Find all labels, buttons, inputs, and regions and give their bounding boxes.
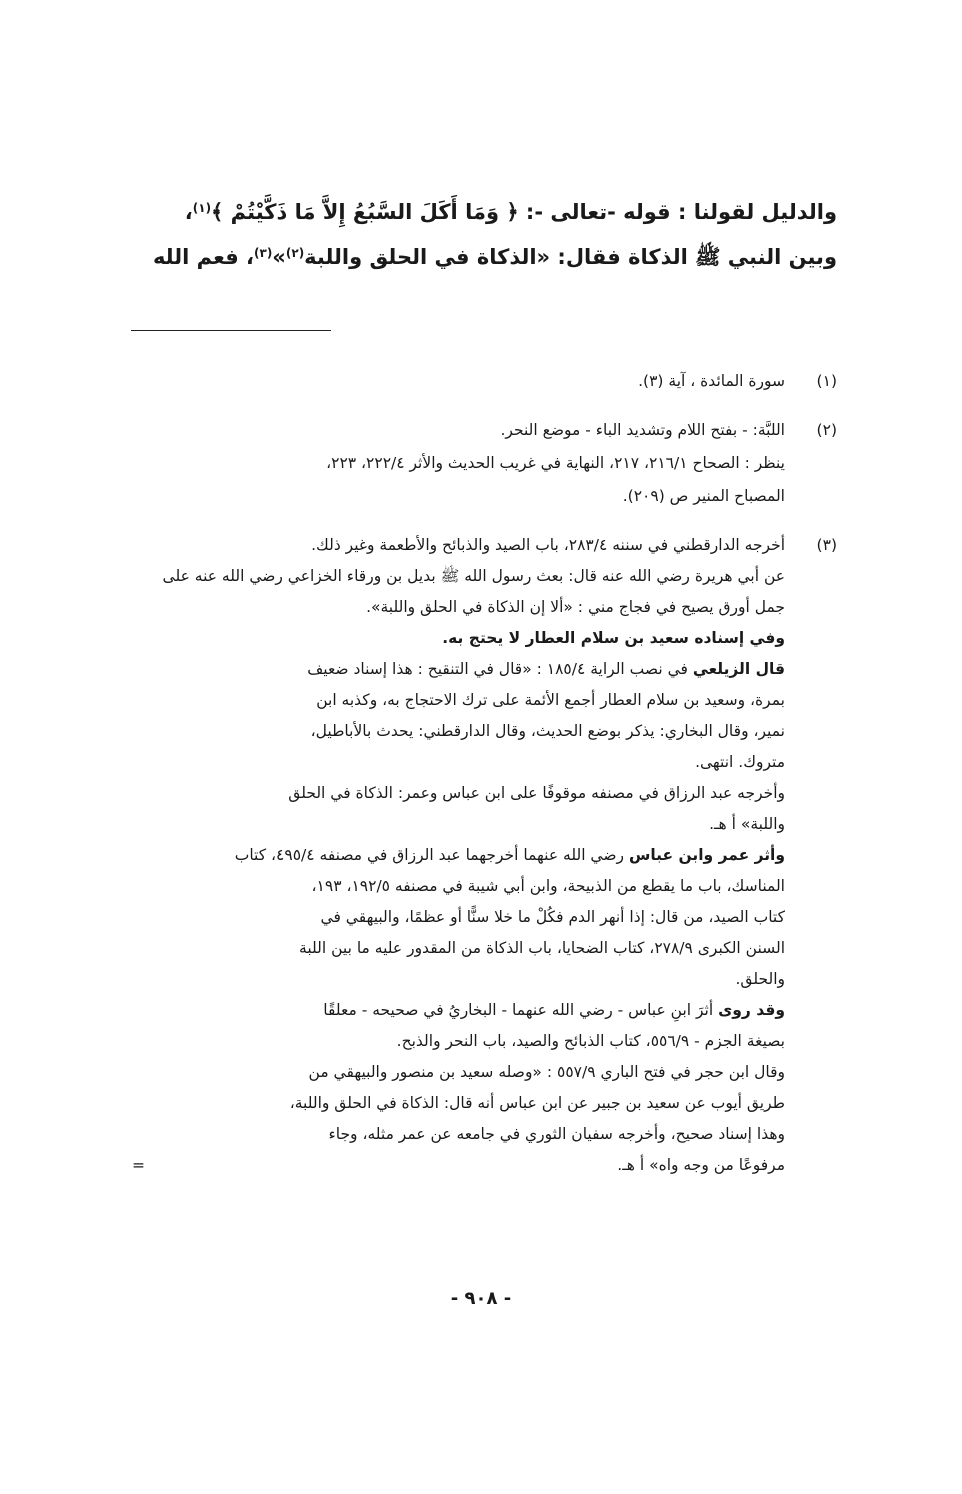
footnote-line: سورة المائدة ، آية (٣). (638, 372, 785, 390)
footnote-number: (٢) (816, 421, 837, 439)
footnote-line: عن أبي هريرة رضي الله عنه قال: بعث رسول الله ﷺ بديل بن ورقاء الخزاعي رضي الله عنه على (162, 567, 785, 585)
footnote-ref-1[interactable]: (١) (192, 201, 212, 215)
footnote-text: أثرَ ابنِ عباس - رضي الله عنهما - البخاريُ في صحيحه - معلقًا (323, 1001, 719, 1019)
footnote-number: (٣) (816, 536, 837, 554)
footnote-line: نمير، وقال البخاري: يذكر بوضع الحديث، وقال الدارقطني: يحدث بالأباطيل، (310, 722, 785, 740)
footnote-line: والحلق. (735, 970, 785, 988)
footnote-text: في نصب الراية ١٨٥/٤ : «قال في التنقيح : هذا إسناد ضعيف (307, 660, 693, 678)
footnote-line: اللبَّة: - بفتح اللام وتشديد الباء - موضع النحر. (500, 421, 785, 439)
footnote-number: (١) (816, 372, 837, 390)
main-line-2 (119, 235, 837, 280)
footnote-line: متروك. انتهى. (695, 753, 785, 771)
page-number: - ٩٠٨ - (450, 1288, 512, 1309)
footnote-text: سعيد بن سلام العطار لا يحتج به. (442, 629, 695, 647)
footnote-line: طريق أيوب عن سعيد بن جبير عن ابن عباس أنه قال: الذكاة في الحلق واللبة، (289, 1094, 785, 1112)
footnote-line: المصباح المنير ص (٢٠٩). (622, 487, 785, 505)
footnote-line: السنن الكبرى ٢٧٨/٩، كتاب الضحايا، باب الذكاة من المقدور عليه ما بين اللبة (299, 939, 785, 957)
bold-lead: وأثر عمر وابن عباس (628, 846, 785, 864)
footnote-text: رضي الله عنهما أخرجهما عبد الرزاق في مصنفه ٤٩٥/٤، كتاب (234, 846, 629, 864)
main-text-segment: وبين النبي ﷺ الذكاة فقال: «الذكاة في الحلق واللبة (304, 245, 837, 269)
bold-lead: وفي إسناده (694, 629, 785, 647)
footnote-text: مرفوعًا من وجه واه» أ هـ. (617, 1156, 785, 1174)
main-text (119, 190, 837, 280)
footnote-line: ينظر : الصحاح ٢١٦/١، ٢١٧، النهاية في غريب الحديث والأثر ٢٢٢/٤، ٢٢٣، (326, 454, 785, 472)
main-text-segment: : قوله -تعالى -: (518, 200, 694, 224)
footnote-separator (131, 330, 331, 331)
footnotes (132, 366, 837, 1181)
footnote-3 (132, 530, 837, 1181)
footnote-line (132, 995, 785, 1026)
main-punctuation: ، (184, 200, 193, 224)
main-lead: والدليل لقولنا (693, 200, 837, 224)
footnote-line: أخرجه الدارقطني في سننه ٢٨٣/٤، باب الصيد والذبائح والأطعمة وغير ذلك. (311, 536, 785, 554)
footnote-ref-2[interactable]: (٢) (285, 246, 305, 260)
footnote-line (132, 623, 785, 654)
quran-verse: ﴿ وَمَا أَكَلَ السَّبُعُ إِلاَّ مَا ذَكَّيْتُمْ ﴾ (211, 200, 519, 224)
footnote-line (132, 840, 785, 871)
footnote-2 (132, 415, 837, 512)
footnote-line: وهذا إسناد صحيح، وأخرجه سفيان الثوري في جامعه عن عمر مثله، وجاء (328, 1125, 785, 1143)
footnote-line: كتاب الصيد، من قال: إذا أنهر الدم فكُلْ ما خلا سنًّا أو عظمًا، والبيهقي في (320, 908, 785, 926)
bold-lead: وقد روى (718, 1001, 785, 1019)
main-text-segment: ، فعم الله (152, 245, 254, 269)
main-line-1 (119, 190, 837, 235)
footnote-line (132, 654, 785, 685)
footnote-line: بمرة، وسعيد بن سلام العطار أجمع الأئمة على ترك الاحتجاج به، وكذبه ابن (316, 691, 785, 709)
footnote-line (132, 1150, 785, 1181)
footnote-line: جمل أورق يصيح في فجاج مني : «ألا إن الذكاة في الحلق واللبة». (366, 598, 785, 616)
bold-lead: قال الزيلعي (692, 660, 785, 678)
footnote-ref-3[interactable]: (٣) (254, 246, 273, 260)
quote-close: » (272, 245, 286, 269)
continuation-mark: = (132, 1156, 145, 1174)
footnote-line: واللبة» أ هـ. (709, 815, 785, 833)
footnote-line: وقال ابن حجر في فتح الباري ٥٥٧/٩ : «وصله سعيد بن منصور والبيهقي من (308, 1063, 785, 1081)
footnote-line: وأخرجه عبد الرزاق في مصنفه موقوفًا على ابن عباس وعمر: الذكاة في الحلق (288, 784, 785, 802)
footnote-1 (132, 366, 837, 397)
footnote-line: المناسك، باب ما يقطع من الذبيحة، وابن أبي شيبة في مصنفه ١٩٢/٥، ١٩٣، (311, 877, 785, 895)
footnote-line: بصيغة الجزم - ٥٥٦/٩، كتاب الذبائح والصيد، باب النحر والذبح. (396, 1032, 785, 1050)
